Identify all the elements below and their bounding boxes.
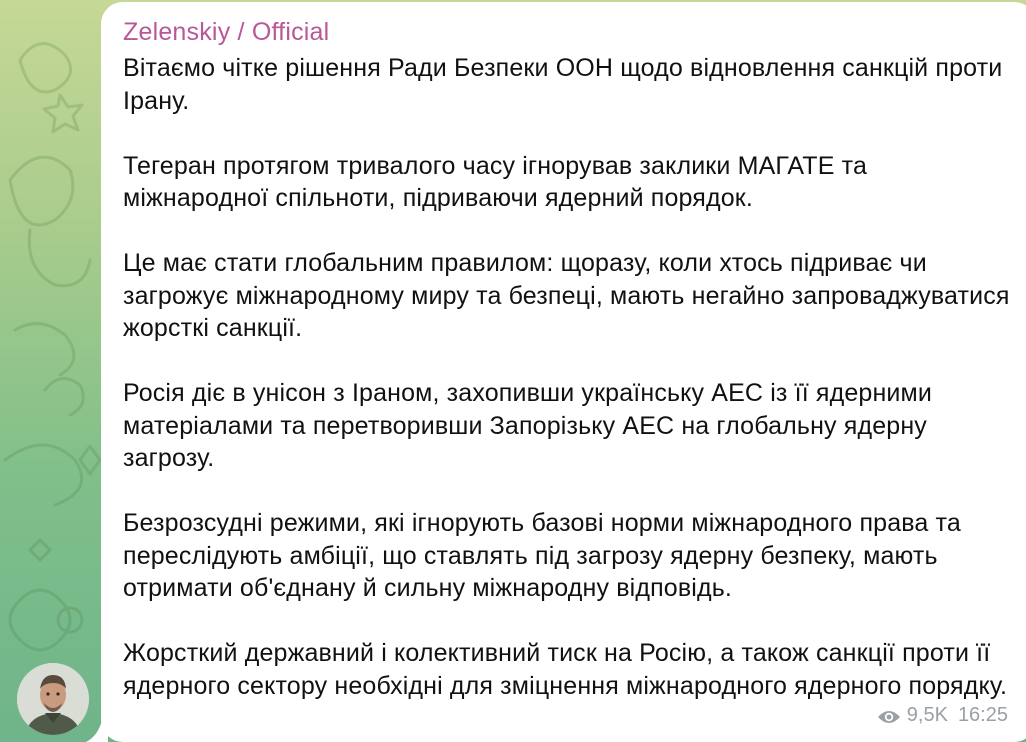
message-bubble[interactable] [101, 2, 1026, 742]
message-paragraph: Жорсткий державний і колективний тиск на Росію, а також санкції проти її ядерного сектору необхідні для зміцнення міжнародного ядерного порядку. [123, 639, 1008, 700]
view-count: 9,5K [906, 704, 948, 726]
message-paragraph: Це має стати глобальним правилом: щоразу, коли хтось підриває чи загрожує міжнародному миру та безпеці, мають негайно запроваджуватися жорсткі санкції. [123, 249, 1010, 342]
eye-icon [877, 708, 901, 724]
message-text [123, 52, 1018, 735]
sender-name[interactable]: Zelenskiy / Official [123, 18, 330, 46]
message-meta [877, 704, 1008, 727]
message-paragraph: Безрозсудні режими, які ігнорують базові норми міжнародного права та переслідують амбіції, що ставлять під загрозу ядерну безпеку, мають отримати об'єднану й сильну міжнародну відповідь. [123, 509, 961, 602]
message-paragraph: Росія діє в унісон з Іраном, захопивши українську АЕС із її ядерними матеріалами та перетворивши Запорізьку АЕС на глобальну ядерну загрозу. [123, 379, 932, 472]
message-paragraph: Вітаємо чітке рішення Ради Безпеки ООН щодо відновлення санкцій проти Ірану. [123, 54, 1003, 115]
message-paragraph: Тегеран протягом тривалого часу ігнорував заклики МАГАТЕ та міжнародної спільноти, підриваючи ядерний порядок. [123, 151, 868, 212]
avatar-image [17, 663, 89, 735]
message-time: 16:25 [957, 704, 1008, 726]
channel-avatar[interactable] [17, 663, 89, 735]
